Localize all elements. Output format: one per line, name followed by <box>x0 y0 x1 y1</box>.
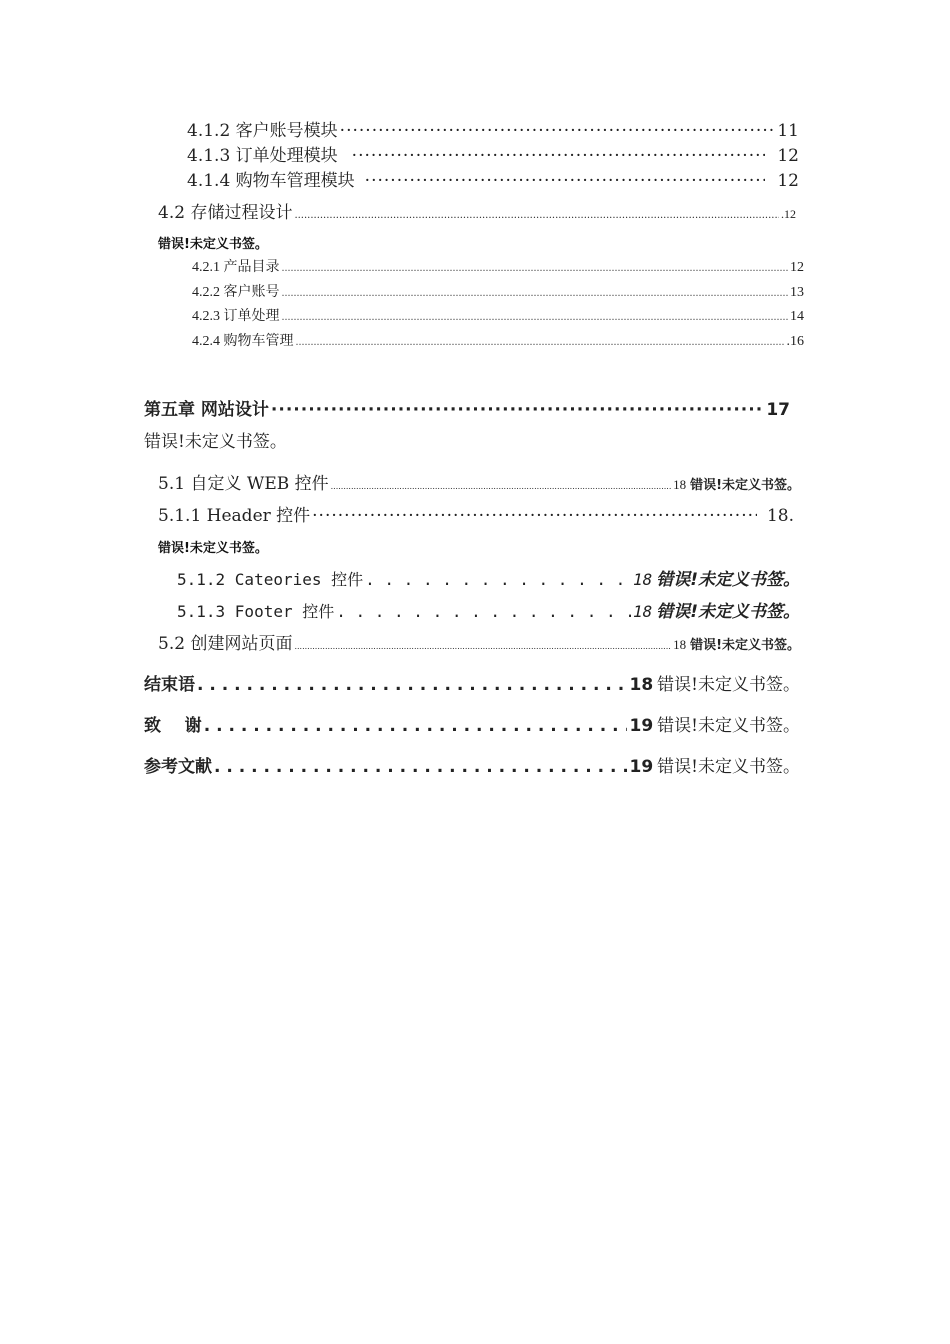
toc-entry-label: 4.2.2 客户账号 <box>192 285 280 300</box>
dot-leader <box>365 171 766 191</box>
toc-page-number: 19 <box>629 716 654 736</box>
toc-entry-conclusion[interactable] <box>144 670 800 695</box>
toc-entry-label: 4.2.4 购物车管理 <box>192 334 294 349</box>
dot-leader <box>214 757 627 777</box>
toc-page-number: 17 <box>766 400 790 420</box>
toc-entry-label: 第五章 网站设计 <box>144 400 269 420</box>
toc-entry-4-2-3[interactable] <box>192 305 804 325</box>
error-bookmark-text: 错误!未定义书签。 <box>690 638 800 653</box>
toc-entry-label: 4.1.2 客户账号模块 <box>187 121 338 141</box>
dot-leader <box>197 675 627 695</box>
error-bookmark-text: 错误!未定义书签。 <box>158 541 268 556</box>
error-bookmark-text: 错误!未定义书签。 <box>144 432 287 452</box>
toc-page-number: 18 <box>673 637 687 652</box>
toc-entry-label: 5.1.2 Cateories 控件 <box>177 570 364 589</box>
dot-leader <box>282 260 789 275</box>
toc-page-number: 18. <box>766 506 794 526</box>
dot-leader <box>282 309 789 324</box>
toc-page-number: 12 <box>777 146 799 166</box>
toc-page-number: 13 <box>790 285 804 300</box>
toc-entry-label: 4.2.3 订单处理 <box>192 309 280 324</box>
error-bookmark-text: 错误!未定义书签。 <box>656 602 800 622</box>
toc-entry-4-1-3[interactable] <box>187 141 799 166</box>
dot-leader <box>294 210 779 221</box>
toc-page-number: 12 <box>777 171 799 191</box>
toc-entry-4-2-2[interactable] <box>192 281 804 301</box>
toc-entry-5-1[interactable] <box>158 469 800 494</box>
toc-page-number: 18 <box>629 675 654 695</box>
toc-page-number: 12 <box>790 260 804 275</box>
dot-leader <box>365 570 631 589</box>
toc-entry-label: 致 谢 <box>144 716 202 736</box>
toc-entry-label: 4.1.4 购物车管理模块 <box>187 171 355 191</box>
toc-entry-5-2[interactable] <box>158 629 800 654</box>
toc-entry-4-2-4[interactable] <box>192 330 804 350</box>
toc-entry-4-2-1[interactable] <box>192 256 804 276</box>
toc-entry-acknowledgements[interactable] <box>144 711 800 736</box>
toc-page-number: 18 <box>632 570 653 589</box>
dot-leader <box>336 602 631 621</box>
toc-entry-label: 5.1.3 Footer 控件 <box>177 602 335 621</box>
error-bookmark-text: 错误!未定义书签。 <box>657 716 800 736</box>
toc-entry-chapter-5[interactable] <box>144 395 790 420</box>
dot-leader <box>352 146 766 166</box>
toc-entry-label: 4.2 存储过程设计 <box>158 203 293 223</box>
error-bookmark-text: 错误!未定义书签。 <box>657 675 800 695</box>
toc-entry-5-1-3[interactable] <box>177 597 800 622</box>
toc-entry-label: 5.1.1 Header 控件 <box>158 506 311 526</box>
dot-leader <box>282 285 789 300</box>
toc-page-number: .12 <box>781 207 796 221</box>
dot-leader <box>294 634 671 654</box>
error-bookmark-text: 错误!未定义书签。 <box>690 478 800 493</box>
toc-entry-label: 5.2 创建网站页面 <box>158 634 293 654</box>
toc-entry-label: 4.1.3 订单处理模块 <box>187 146 338 166</box>
toc-entry-5-1-1[interactable] <box>158 501 794 526</box>
toc-page-number: 18 <box>673 477 687 492</box>
dot-leader <box>331 474 671 494</box>
toc-page-number: .16 <box>786 334 804 349</box>
toc-page-number: 11 <box>777 121 799 141</box>
dot-leader <box>271 400 764 420</box>
toc-entry-label: 4.2.1 产品目录 <box>192 260 280 275</box>
toc-entry-references[interactable] <box>144 752 800 777</box>
dot-leader <box>340 121 776 141</box>
toc-entry-label: 结束语 <box>144 675 195 695</box>
dot-leader <box>296 334 785 349</box>
toc-entry-label: 参考文献 <box>144 757 212 777</box>
toc-entry-4-1-2[interactable] <box>187 116 799 141</box>
toc-entry-4-2[interactable] <box>158 198 796 223</box>
toc-entry-5-1-2[interactable] <box>177 565 800 590</box>
toc-page-number: 14 <box>790 309 804 324</box>
dot-leader <box>204 716 628 736</box>
error-bookmark-text: 错误!未定义书签。 <box>158 237 268 252</box>
toc-page-number: 19 <box>629 757 654 777</box>
error-bookmark-text: 错误!未定义书签。 <box>656 570 800 590</box>
toc-entry-label: 5.1 自定义 WEB 控件 <box>158 474 329 494</box>
error-bookmark-text: 错误!未定义书签。 <box>657 757 800 777</box>
toc-entry-4-1-4[interactable] <box>187 166 799 191</box>
toc-page-number: 18 <box>632 602 653 621</box>
dot-leader <box>312 506 757 526</box>
